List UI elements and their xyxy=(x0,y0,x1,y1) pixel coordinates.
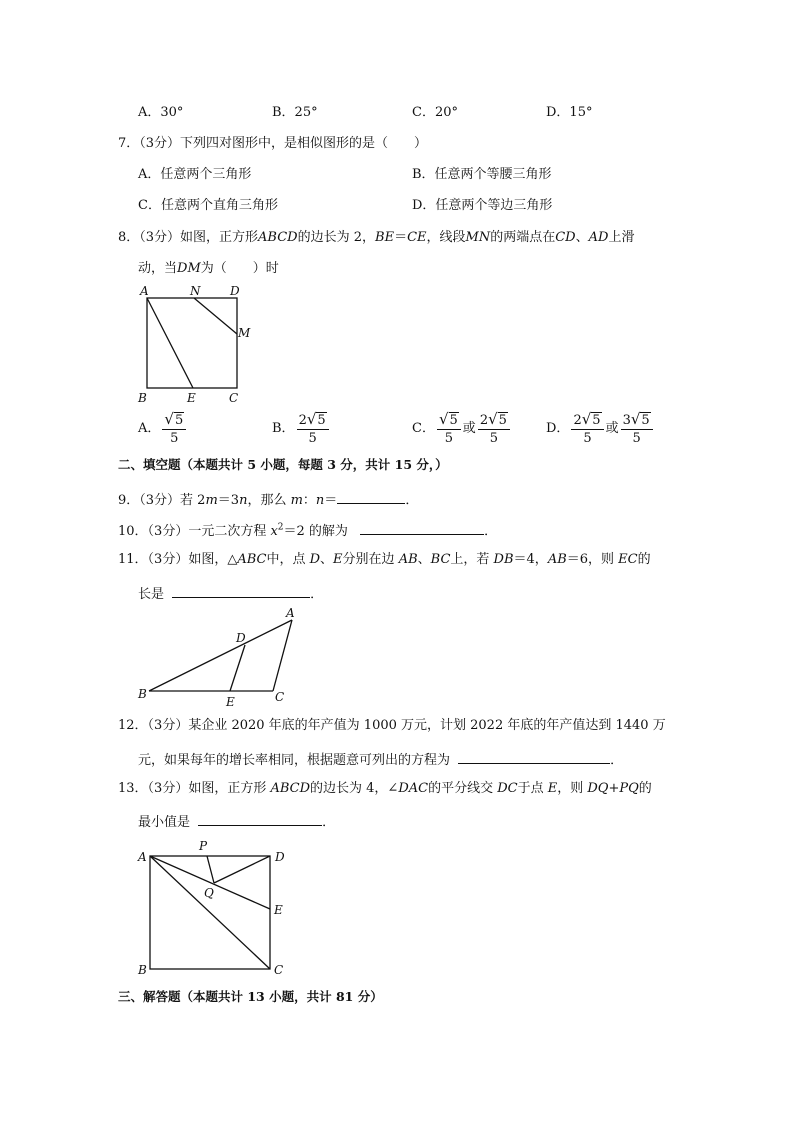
q8-label-d: D xyxy=(230,284,240,298)
q8-stem-line1: 8．（3分）如图，正方形ABCD的边长为 2，BE＝CE，线段MN的两端点在CD、AD上滑 xyxy=(118,230,635,245)
q11-label-a: A xyxy=(286,606,295,620)
q8-stem-line2: 动，当DM为（ ）时 xyxy=(138,261,279,276)
q13-label-q: Q xyxy=(204,886,214,900)
q8-square-figure xyxy=(130,282,260,406)
q13-stem-line1: 13．（3分）如图，正方形 ABCD的边长为 4，∠DAC的平分线交 DC于点 E，则 DQ+PQ的 xyxy=(118,781,652,796)
q13-label-a: A xyxy=(138,850,147,864)
q6-option-a: A．30° xyxy=(138,105,184,120)
q11-label-c: C xyxy=(275,690,285,704)
q10-answer-blank[interactable] xyxy=(360,522,484,535)
q13-label-d: D xyxy=(275,850,285,864)
q8-label-a: A xyxy=(140,284,149,298)
q13-stem-line2: 最小值是 ． xyxy=(138,815,336,830)
q13-label-p: P xyxy=(199,839,208,853)
q7-option-d: D．任意两个等边三角形 xyxy=(412,198,553,213)
q12-stem-line1: 12．（3分）某企业 2020 年底的年产值为 1000 万元，计划 2022 年底的年产值达到 1440 万 xyxy=(118,718,666,733)
q13-square-figure xyxy=(132,836,302,980)
q7-option-a: A．任意两个三角形 xyxy=(138,167,252,182)
q13-label-b: B xyxy=(138,963,147,977)
q13-label-c: C xyxy=(274,963,284,977)
q13-label-e: E xyxy=(274,903,283,917)
q12-stem-line2: 元，如果每年的增长率相同，根据题意可列出的方程为 ． xyxy=(138,753,624,768)
q8-option-a: A． $\frac{√5}{5}$ xyxy=(138,412,188,445)
section-3-heading: 三、解答题（本题共计 13 小题，共计 81 分） xyxy=(118,989,383,1004)
q11-triangle-figure xyxy=(132,604,302,710)
q11-label-d: D xyxy=(236,631,246,645)
q8-label-c: C xyxy=(229,391,239,405)
q11-label-e: E xyxy=(226,695,235,709)
q11-stem-line1: 11．（3分）如图，△ABC中，点 D、E分别在边 AB、BC上，若 DB＝4，AB＝6，则 EC的 xyxy=(118,552,651,567)
q10-stem: 10．（3分）一元二次方程 $x^2=2$ 的解为 ． xyxy=(118,522,498,539)
q11-answer-blank[interactable] xyxy=(172,585,310,598)
q8-option-b: B． $\frac{2√5}{5}$ xyxy=(272,412,331,445)
q8-label-n: N xyxy=(190,284,201,298)
q9-stem: 9．（3分）若 2m＝3n，那么 m：n＝ ． xyxy=(118,493,419,508)
section-2-heading: 二、填空题（本题共计 5 小题，每题 3 分，共计 15 分，） xyxy=(118,457,448,472)
q8-option-c: C． $\frac{√5}{5}$ 或 $\frac{2√5}{5}$ xyxy=(412,412,512,445)
q11-stem-line2: 长是 ． xyxy=(138,587,324,602)
q7-stem: 7．（3分）下列四对图形中，是相似图形的是（ ） xyxy=(118,136,428,151)
q8-label-m: M xyxy=(238,326,251,340)
q12-answer-blank[interactable] xyxy=(458,751,610,764)
q8-option-d: D． $\frac{2√5}{5}$ 或 $\frac{3√5}{5}$ xyxy=(546,412,655,445)
q6-option-c: C．20° xyxy=(412,105,458,120)
q11-label-b: B xyxy=(138,687,147,701)
q8-label-b: B xyxy=(138,391,147,405)
q6-option-b: B．25° xyxy=(272,105,318,120)
q13-answer-blank[interactable] xyxy=(198,813,322,826)
q8-label-e: E xyxy=(187,391,196,405)
q7-option-c: C．任意两个直角三角形 xyxy=(138,198,278,213)
q9-answer-blank[interactable] xyxy=(337,491,405,504)
q7-option-b: B．任意两个等腰三角形 xyxy=(412,167,552,182)
q6-option-d: D．15° xyxy=(546,105,593,120)
